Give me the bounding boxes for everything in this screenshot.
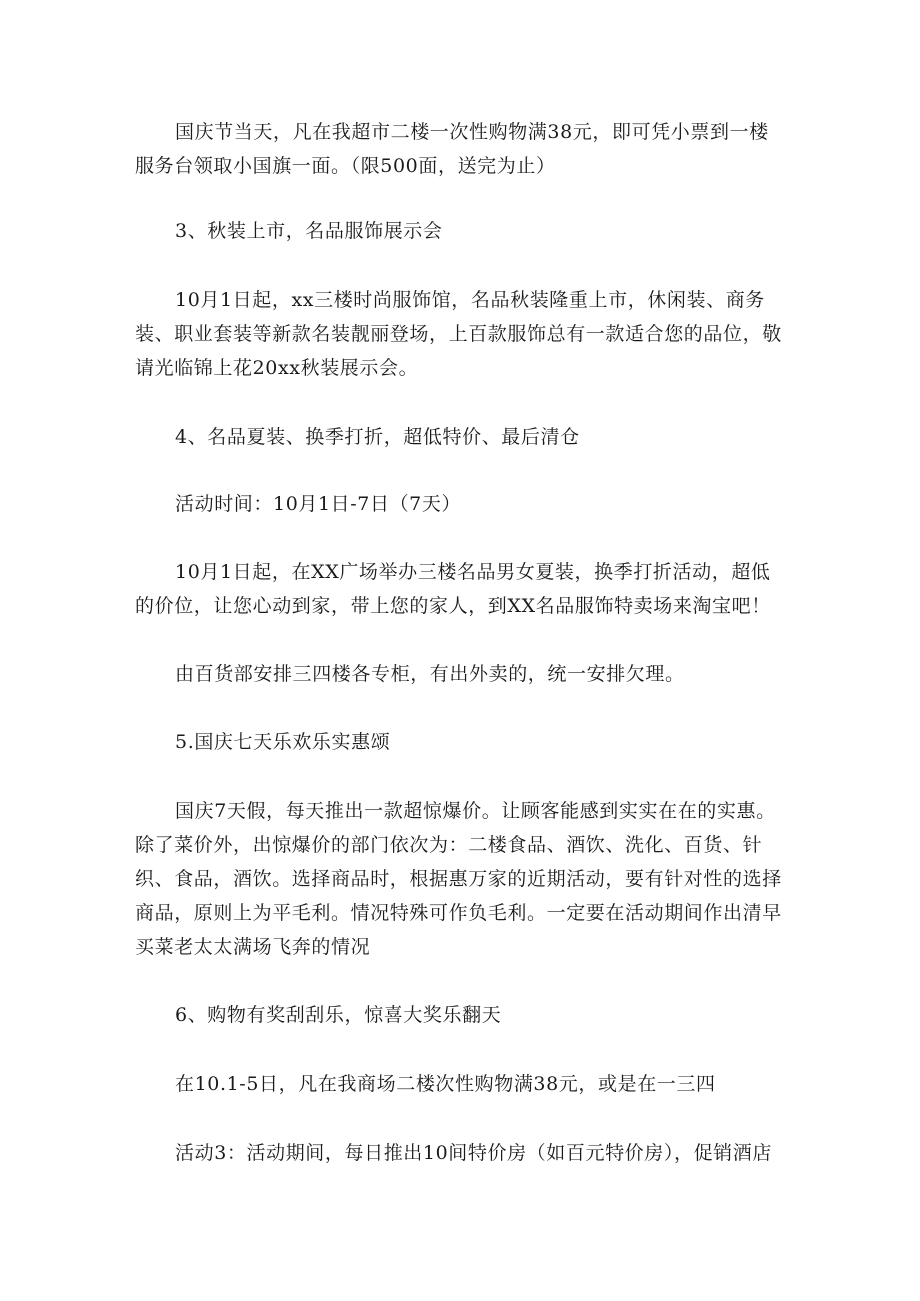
paragraph-national-day-deals: 国庆7天假，每天推出一款超惊爆价。让顾客能感到实实在在的实惠。除了菜价外，出惊爆价的部门依次为：二楼食品、酒饮、洗化、百货、针织、食品，酒饮。选择商品时，根据惠万家的近期活动，要有针对性的选择商品，原则上为平毛利。情况特殊可作负毛利。一定要在活动期间作出清早买菜老太太满场飞奔的情况 — [135, 800, 782, 958]
heading-autumn-clothing: 3、秋装上市，名品服饰展示会 — [175, 220, 443, 242]
heading-summer-clearance: 4、名品夏装、换季打折，超低特价、最后清仓 — [175, 426, 580, 448]
paragraph-hotel-activity: 活动3：活动期间，每日推出10间特价房（如百元特价房），促销酒店 — [175, 1142, 772, 1164]
paragraph-scratch-lottery: 在10.1-5日，凡在我商场二楼次性购物满38元，或是在一三四 — [175, 1073, 716, 1095]
paragraph-flag-gift: 国庆节当天，凡在我超市二楼一次性购物满38元，即可凭小票到一楼服务台领取小国旗一面。（限500面，送完为止） — [135, 121, 769, 177]
paragraph-event-time: 活动时间：10月1日-7日（7天） — [175, 493, 462, 515]
heading-scratch-lottery: 6、购物有奖刮刮乐，惊喜大奖乐翻天 — [175, 1004, 502, 1026]
paragraph-department-arrangement: 由百货部安排三四楼各专柜，有出外卖的，统一安排欠理。 — [175, 663, 685, 685]
paragraph-autumn-clothing: 10月1日起，xx三楼时尚服饰馆，名品秋装隆重上市，休闲装、商务装、职业套装等新款名装靓丽登场，上百款服饰总有一款适合您的品位，敬请光临锦上花20xx秋装展示会。 — [135, 289, 782, 379]
paragraph-summer-clearance: 10月1日起，在XX广场举办三楼名品男女夏装，换季打折活动，超低的价位，让您心动到家，带上您的家人，到XX名品服饰特卖场来淘宝吧！ — [135, 561, 771, 617]
heading-national-day-deals: 5.国庆七天乐欢乐实惠颂 — [175, 731, 391, 753]
